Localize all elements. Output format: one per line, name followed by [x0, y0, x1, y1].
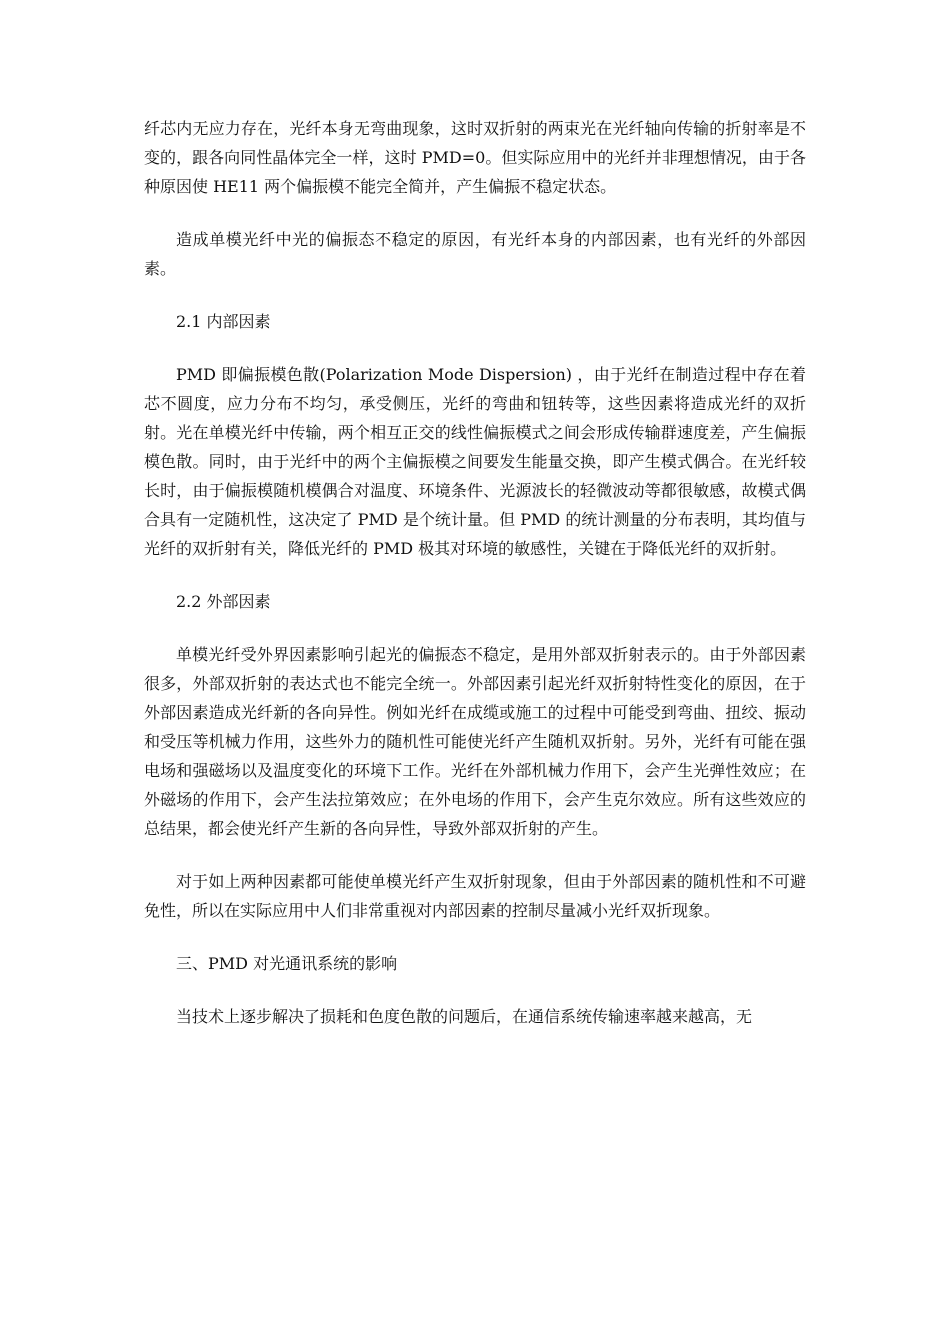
document-page	[144, 114, 806, 1055]
paragraph-conclusion: 对于如上两种因素都可能使单模光纤产生双折射现象，但由于外部因素的随机性和不可避免性，所以在实际应用中人们非常重视对内部因素的控制尽量减小光纤双折现象。	[144, 872, 806, 920]
paragraph-external-factors: 单模光纤受外界因素影响引起光的偏振态不稳定，是用外部双折射表示的。由于外部因素很多，外部双折射的表达式也不能完全统一。外部因素引起光纤双折射特性变化的原因，在于外部因素造成光纤新的各向异性。例如光纤在成缆或施工的过程中可能受到弯曲、扭绞、振动和受压等机械力作用，这些外力的随机性可能使光纤产生随机双折射。另外，光纤有可能在强电场和强磁场以及温度变化的环境下工作。光纤在外部机械力作用下，会产生光弹性效应；在外磁场的作用下，会产生法拉第效应；在外电场的作用下，会产生克尔效应。所有这些效应的总结果，都会使光纤产生新的各向异性，导致外部双折射的产生。	[144, 645, 806, 838]
paragraph-causes: 造成单模光纤中光的偏振态不稳定的原因，有光纤本身的内部因素，也有光纤的外部因素。	[144, 230, 806, 278]
section-heading-pmd-impact: 三、PMD 对光通讯系统的影响	[176, 954, 398, 973]
section-heading-internal: 2.1 内部因素	[176, 312, 271, 331]
section-heading-external: 2.2 外部因素	[176, 592, 271, 611]
paragraph-pmd-impact: 当技术上逐步解决了损耗和色度色散的问题后，在通信系统传输速率越来越高，无	[176, 1007, 753, 1026]
paragraph-internal-factors: PMD 即偏振模色散(Polarization Mode Dispersion) ，由于光纤在制造过程中存在着芯不圆度，应力分布不均匀，承受侧压，光纤的弯曲和钮转等，这些因素将造成光纤的双折射。光在单模光纤中传输，两个相互正交的线性偏振模式之间会形成传输群速度差，产生偏振模色散。同时，由于光纤中的两个主偏振模之间要发生能量交换，即产生模式偶合。在光纤较长时，由于偏振模随机模偶合对温度、环境条件、光源波长的轻微波动等都很敏感，故模式偶合具有一定随机性，这决定了 PMD 是个统计量。但 PMD 的统计测量的分布表明，其均值与光纤的双折射有关，降低光纤的 PMD 极其对环境的敏感性，关键在于降低光纤的双折射。	[144, 365, 806, 558]
paragraph-intro: 纤芯内无应力存在，光纤本身无弯曲现象，这时双折射的两束光在光纤轴向传输的折射率是不变的，跟各向同性晶体完全一样，这时 PMD=0。但实际应用中的光纤并非理想情况，由于各种原因使 HE11 两个偏振模不能完全简并，产生偏振不稳定状态。	[144, 119, 806, 196]
